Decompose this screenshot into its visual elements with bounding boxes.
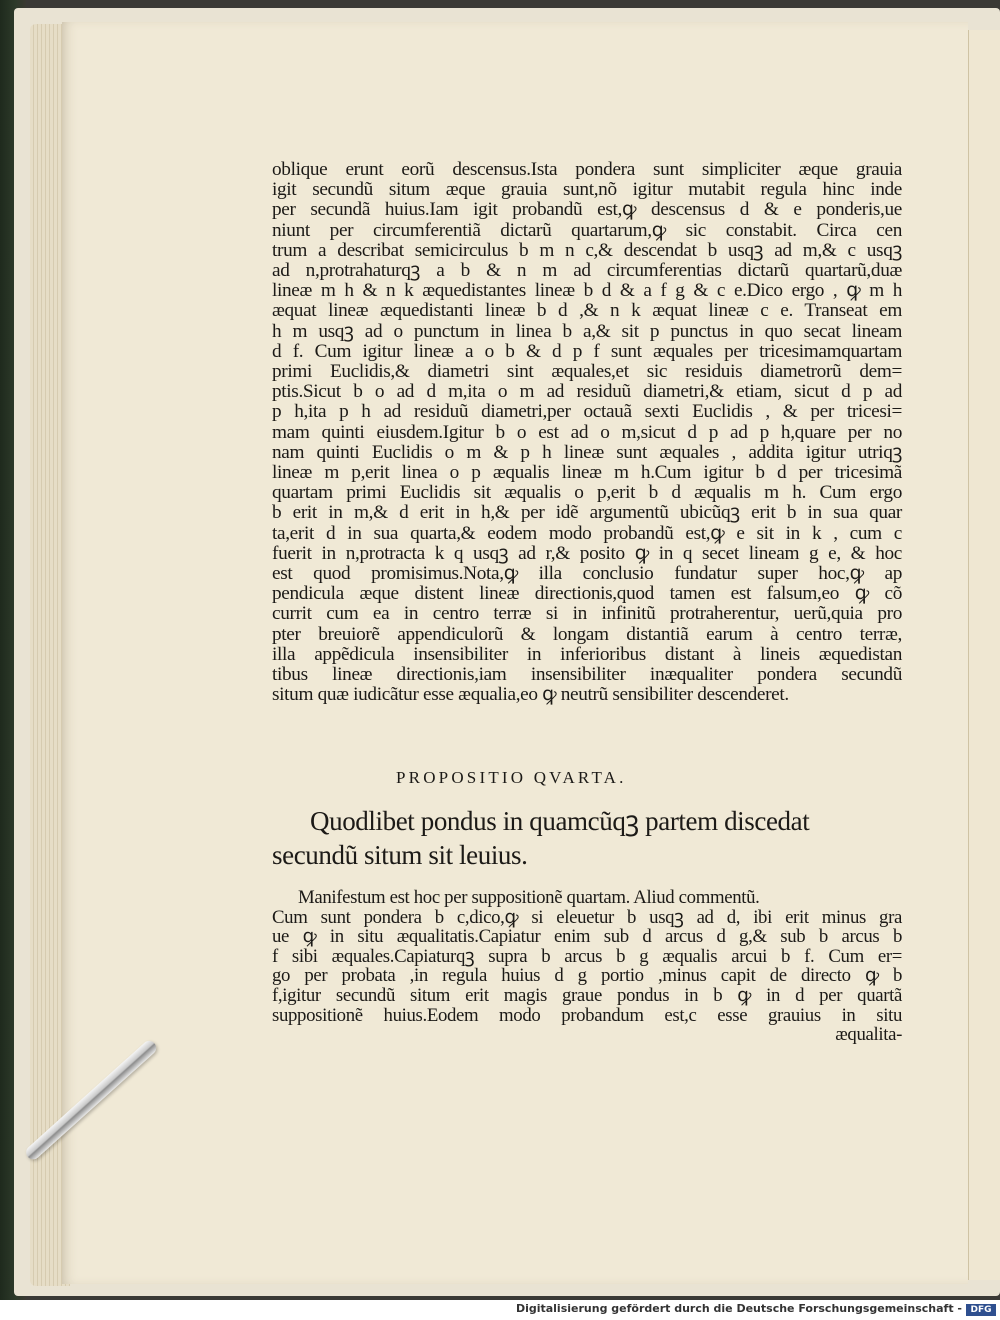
text-line: h m usqꝫ ad o punctum in linea b a,& sit p punctus in quo secat lineam <box>272 320 902 342</box>
text-line: ue ꝙ in situ æqualitatis.Capiatur enim sub d arcus d g,& sub b arcus b <box>272 926 902 948</box>
text-line: fuerit in n,protracta k q usqꝫ ad r,& posito ꝙ in q secet lineam g e, & hoc <box>272 542 902 564</box>
text-line: nam quinti Euclidis o m & p h lineæ sunt æquales , addita igitur utriqꝫ <box>272 441 902 463</box>
facing-page-edge <box>968 30 1000 1280</box>
text-line: est quod promisimus.Nota,ꝙ illa conclusio fundatur super hoc,ꝙ ap <box>272 563 902 585</box>
text-line: mam quinti eiusdem.Igitur b o est ad o m,sicut d p ad p h,quare per no <box>272 421 902 443</box>
dfg-logo: DFG <box>966 1304 996 1316</box>
text-line: secundũ situm sit leuius. <box>272 840 528 870</box>
proposition-heading: PROPOSITIO QVARTA. <box>396 768 627 787</box>
text-line: illa appẽdicula insensibiliter in inferioribus distant à lineis æquedistan <box>272 643 902 665</box>
text-line: Cum sunt pondera b c,dico,ꝙ si eleuetur b usqꝫ ad d, ibi erit minus gra <box>272 906 902 928</box>
body-paragraph-1 <box>272 160 902 705</box>
text-line: p h,ita p h ad residuũ diametri,per octauã sexti Euclidis , & per tricesi= <box>272 401 902 423</box>
text-line: niunt per circumferentiã dictarũ quartarum,ꝙ sic constabit. Circa cen <box>272 219 902 241</box>
text-line: oblique erunt eorũ descensus.Ista pondera sunt simpliciter æque grauia <box>272 159 902 180</box>
text-line: f sibi æquales.Capiaturqꝫ supra b arcus b g æqualis arcui b f. Cum er= <box>272 945 902 967</box>
text-line: pendicula æque distent lineæ directionis,quod tamen est falsum,eo ꝙ cõ <box>272 583 902 605</box>
text-line: currit cum ea in centro terræ si in infinitũ protraherentur, uerũ,quia pro <box>272 603 902 625</box>
text-line: æqualita- <box>835 1024 902 1046</box>
text-line: ad n,protrahaturqꝫ a b & n m ad circumferentias dictarũ quartarũ,duæ <box>272 260 902 282</box>
text-line: lineæ m p,erit linea o p æqualis lineæ m h.Cum igitur b d per tricesimã <box>272 462 902 484</box>
digitization-credit: Digitalisierung gefördert durch die Deutsche Forschungsgemeinschaft - <box>515 1302 962 1315</box>
text-line: lineæ m h & n k æquedistantes lineæ b d & a f g & c e.Dico ergo , ꝙ m h <box>272 280 902 302</box>
text-line: f,igitur secundũ situm erit magis graue pondus in b ꝙ in d per quartã <box>272 984 902 1006</box>
text-line: d f. Cum igitur lineæ a o b & d p f sunt æquales per tricesimamquartam <box>272 340 902 362</box>
text-line: primi Euclidis,& diametri sint æquales,et sic residuis diametrorũ dem= <box>272 361 902 383</box>
text-line: go per probata ,in regula huius d g portio ,minus capit de directo ꝙ b <box>272 965 902 987</box>
body-paragraph-2 <box>272 888 902 1045</box>
text-line: b erit in m,& d erit in h,& per idẽ argumentũ ubicũqꝫ erit b in sua quar <box>272 502 902 524</box>
text-line: quartam primi Euclidis sit æqualis o p,erit b d æqualis m h. Cum ergo <box>272 482 902 504</box>
text-line: situm quæ iudicãtur esse æqualia,eo ꝙ neutrũ sensibiliter descenderet. <box>272 684 789 706</box>
proposition-statement <box>272 804 890 872</box>
text-line: tibus lineæ directionis,iam insensibiliter inæqualiter pondera secundũ <box>272 664 902 686</box>
text-line: ta,erit d in sua quarta,& eodem modo probandũ est,ꝙ e sit in k , cum c <box>272 522 902 544</box>
text-line: Quodlibet pondus in quamcũqꝫ partem discedat <box>310 806 810 836</box>
text-line: pter breuiorẽ appendiculorũ & longam distantiã earum à centro terræ, <box>272 623 902 645</box>
text-line: igit secundũ situm æque grauia sunt,nõ igitur mutabit regula hinc inde <box>272 179 902 201</box>
text-line: trum a describat semicirculus b m n c,& descendat b usqꝫ ad m,& c usqꝫ <box>272 239 902 261</box>
text-line: ptis.Sicut b o ad d m,ita o m ad residuũ diametri,& etiam, sicut d p ad <box>272 381 902 403</box>
text-line: suppositionẽ huius.Eodem modo probandum est,c esse grauius in situ <box>272 1004 902 1026</box>
text-line: Manifestum est hoc per suppositionẽ quartam. Aliud commentũ. <box>298 887 760 908</box>
text-line: per secundã huius.Iam igit probandũ est,ꝙ descensus d & e ponderis,ue <box>272 199 902 221</box>
text-line: æquat lineæ æquedistanti lineæ b d ,& n k æquat lineæ c e. Transeat em <box>272 300 902 322</box>
